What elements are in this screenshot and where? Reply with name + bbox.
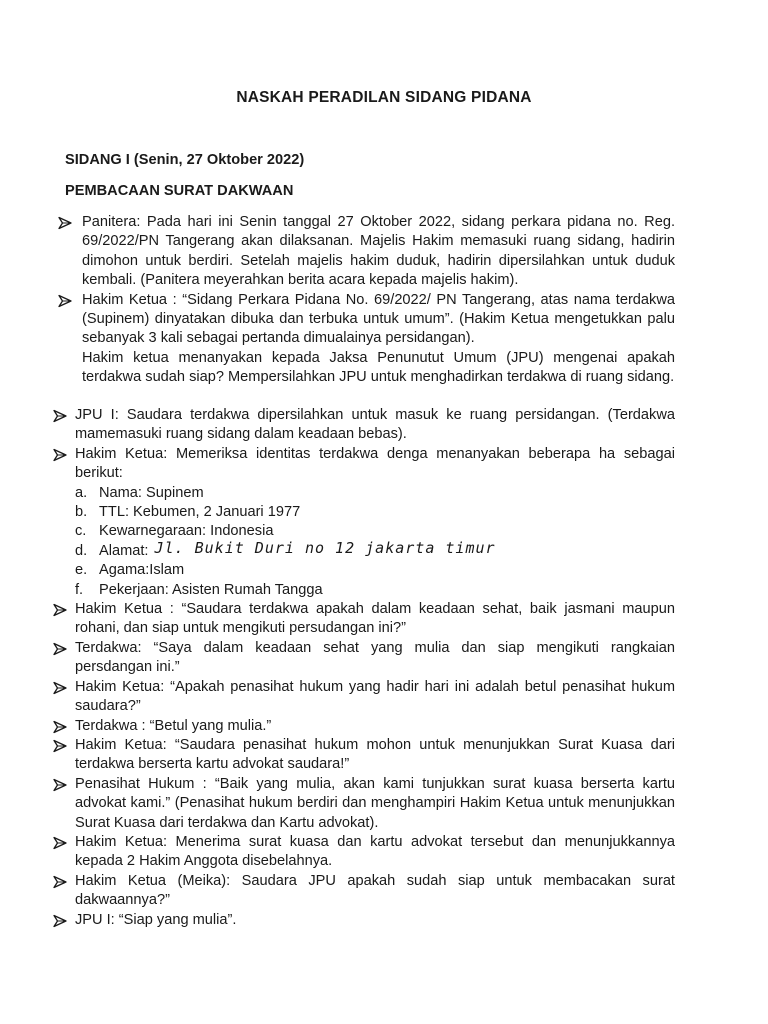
arrowhead-bullet-icon (53, 720, 67, 734)
list-item (0, 213, 768, 291)
second-bullet-block (0, 406, 768, 930)
identity-text: Pekerjaan: Asisten Rumah Tangga (99, 581, 323, 598)
identity-letter: e. (75, 562, 88, 579)
list-item-text: Terdakwa : “Betul yang mulia.” (75, 717, 272, 734)
arrowhead-bullet-icon (58, 294, 72, 308)
list-item-text: Hakim Ketua (Meika): Saudara JPU apakah sudah siap untuk membacakan surat dakwaannya?” (75, 872, 675, 909)
identity-text: Alamat: (99, 542, 149, 559)
list-item (0, 445, 768, 484)
arrowhead-bullet-icon (53, 875, 67, 889)
identity-item-name (75, 484, 768, 503)
list-item-text: Panitera: Pada hari ini Senin tanggal 27 Oktober 2022, sidang perkara pidana no. Reg. 69/2022/PN Tangerang akan dilaksanan. Majelis Hakim memasuki ruang sidang, hadirin dimohon untuk berdiri. Setelah majelis hakim duduk, hadirin dipersilahkan untuk duduk kembali. (Panitera meyerahkan berita acara kepada majelis hakim). (82, 214, 675, 289)
list-item (0, 678, 768, 717)
list-item (0, 639, 768, 678)
list-item (0, 406, 768, 445)
arrowhead-bullet-icon (53, 409, 67, 423)
arrowhead-bullet-icon (53, 836, 67, 850)
list-item (0, 600, 768, 639)
identity-item-religion (75, 561, 768, 580)
arrowhead-bullet-icon (53, 642, 67, 656)
list-item (0, 775, 768, 833)
handwritten-address: Jl. Bukit Duri no 12 jakarta timur (154, 538, 496, 557)
identity-letter: b. (75, 504, 88, 521)
identity-text: TTL: Kebumen, 2 Januari 1977 (99, 504, 301, 521)
list-item (0, 833, 768, 872)
list-item-text: Hakim Ketua: “Saudara penasihat hukum mohon untuk menunjukkan Surat Kuasa dari terdakwa berserta kartu advokat saudara!” (75, 736, 675, 773)
identity-item-address (75, 538, 768, 561)
identity-text: Kewarnegaraan: Indonesia (99, 523, 274, 540)
identity-letter: c. (75, 523, 87, 540)
arrowhead-bullet-icon (58, 216, 72, 230)
list-item-text: JPU I: “Siap yang mulia”. (75, 911, 237, 928)
identity-letter: a. (75, 484, 88, 501)
identity-item-birth (75, 503, 768, 522)
list-item-text: Hakim Ketua : “Saudara terdakwa apakah dalam keadaan sehat, baik jasmani maupun rohani, dan siap untuk mengikuti persudangan ini?” (75, 601, 675, 637)
list-item-text: JPU I: Saudara terdakwa dipersilahkan untuk masuk ke ruang persidangan. (Terdakwa mamemasuki ruang sidang dalam keadaan bebas). (75, 407, 675, 443)
identity-letter: d. (75, 542, 88, 559)
list-item (0, 911, 768, 930)
section-heading: PEMBACAAN SURAT DAKWAAN (65, 183, 294, 199)
arrowhead-bullet-icon (53, 914, 67, 928)
identity-text: Agama:Islam (99, 562, 185, 579)
arrowhead-bullet-icon (53, 739, 67, 753)
arrowhead-bullet-icon (53, 603, 67, 617)
arrowhead-bullet-icon (53, 778, 67, 792)
identity-list (75, 484, 768, 600)
document-title: NASKAH PERADILAN SIDANG PIDANA (236, 89, 532, 106)
list-item-text: Terdakwa: “Saya dalam keadaan sehat yang mulia dan siap mengikuti rangkaian persdangan ini.” (75, 639, 675, 676)
arrowhead-bullet-icon (53, 448, 67, 462)
arrowhead-bullet-icon (53, 681, 67, 695)
list-item (0, 736, 768, 775)
list-item-text: Hakim Ketua: Memeriksa identitas terdakwa denga menanyakan beberapa ha sebagai berikut: (75, 445, 675, 482)
identity-text: Nama: Supinem (99, 484, 204, 501)
list-item (0, 717, 768, 736)
list-item (0, 291, 768, 349)
session-heading: SIDANG I (Senin, 27 Oktober 2022) (65, 152, 305, 168)
list-item-text: Hakim Ketua: Menerima surat kuasa dan kartu advokat tersebut dan menunjukkannya kepada 2 Hakim Anggota disebelahnya. (75, 833, 675, 870)
list-item-text: Hakim Ketua: “Apakah penasihat hukum yang hadir hari ini adalah betul penasihat hukum saudara?” (75, 678, 675, 715)
identity-item-occupation (75, 581, 768, 600)
list-item-text: Hakim Ketua : “Sidang Perkara Pidana No. 69/2022/ PN Tangerang, atas nama terdakwa (Supinem) dinyatakan dibuka dan terbuka untuk umum”. (Hakim Ketua mengetukkan palu sebanyak 3 kali sebagai pertanda dimualainya persidangan). (82, 291, 675, 347)
list-item-text: Penasihat Hukum : “Baik yang mulia, akan kami tunjukkan surat kuasa berserta kartu advokat kami.” (Penasihat hukum berdiri dan menghampiri Hakim Ketua untuk menunjukkan Surat Kuasa dari terdakwa dan Kartu advokat). (75, 775, 675, 831)
first-bullet-block (0, 213, 768, 388)
list-item (0, 872, 768, 911)
identity-letter: f. (75, 581, 84, 598)
continuation-paragraph: Hakim ketua menanyakan kepada Jaksa Penunutut Umum (JPU) mengenai apakah terdakwa sudah siap? Mempersilahkan JPU untuk menghadirkan terdakwa di ruang sidang. (82, 349, 675, 386)
